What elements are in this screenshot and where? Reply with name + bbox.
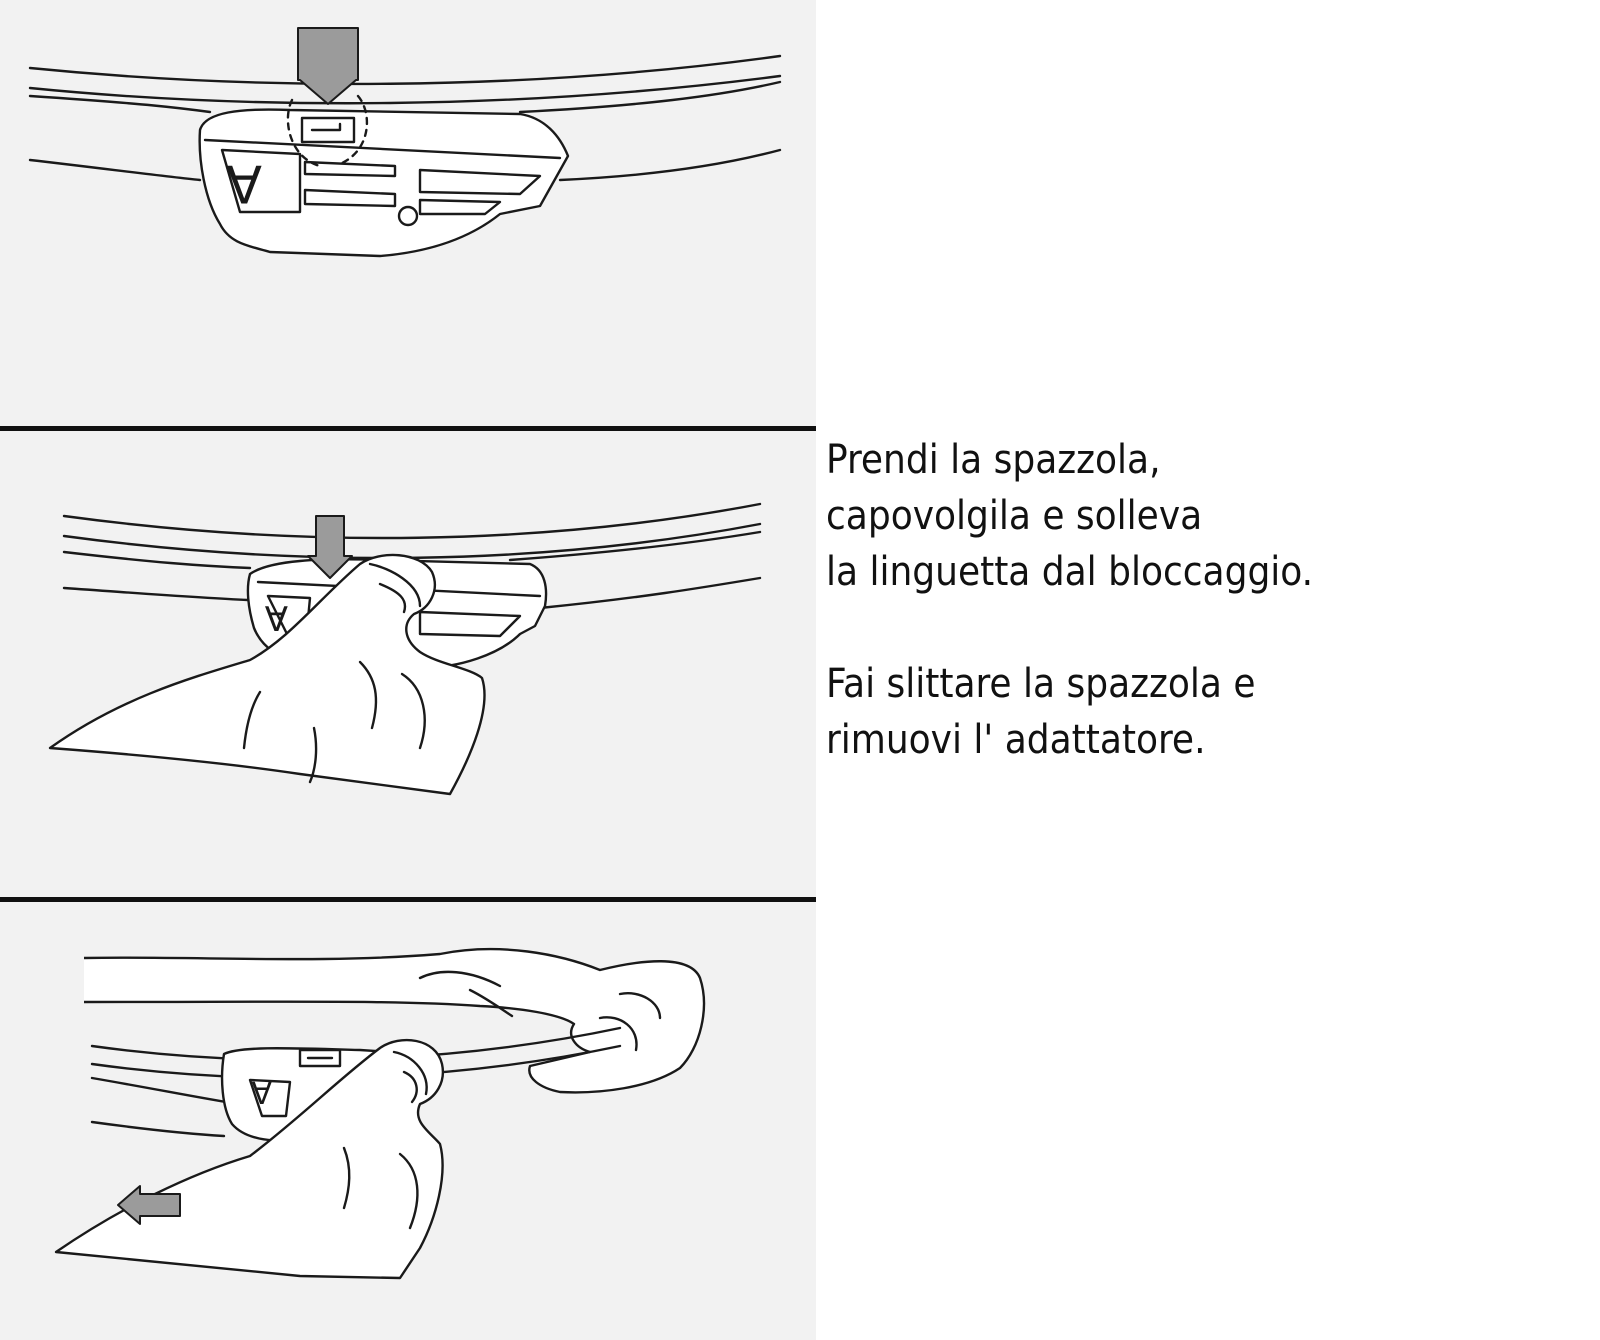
instruction-line: Fai slittare la spazzola e [826, 661, 1256, 707]
instruction-line: Prendi la spazzola, [826, 437, 1161, 483]
adapter-letter: A [264, 597, 288, 637]
instruction-line: la linguetta dal bloccaggio. [826, 549, 1314, 595]
instructions-text [826, 432, 1586, 824]
instruction-paragraph-2 [826, 656, 1586, 768]
step-1-illustration [0, 0, 816, 428]
wiper-slide-drawing [0, 898, 816, 1340]
step-3-illustration [0, 898, 816, 1340]
step-2-illustration [0, 428, 816, 898]
instruction-line: capovolgila e solleva [826, 493, 1203, 539]
wiper-hand-drawing [0, 428, 816, 898]
adapter-letter: A [251, 1074, 272, 1109]
wiper-adapter-drawing [0, 0, 816, 428]
instruction-line: rimuovi l' adattatore. [826, 717, 1206, 763]
instruction-paragraph-1 [826, 432, 1586, 600]
down-arrow-icon [298, 28, 358, 104]
adapter-letter: A [226, 153, 262, 213]
